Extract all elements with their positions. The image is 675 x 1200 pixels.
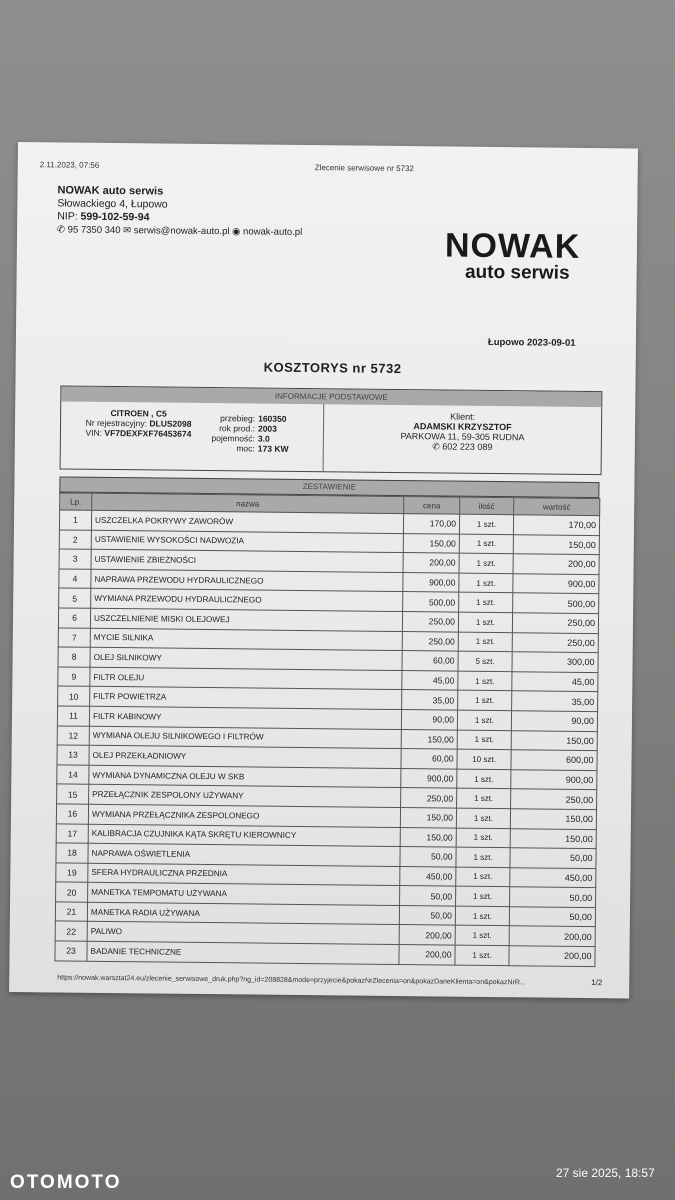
row-value: 200,00 (509, 946, 595, 966)
row-qty: 1 szt. (455, 945, 509, 965)
logo-line-1: NOWAK (444, 226, 581, 266)
row-price: 900,00 (401, 768, 457, 788)
nip-label: NIP: (57, 210, 78, 223)
row-name: USTAWIENIE ZBIEŻNOŚCI (91, 549, 403, 572)
company-info (57, 184, 303, 239)
company-name: NOWAK auto serwis (57, 184, 164, 198)
row-price: 250,00 (401, 788, 457, 808)
spec-capacity: pojemność: 3.0 (211, 433, 270, 444)
row-qty: 1 szt. (457, 710, 511, 730)
row-name: NAPRAWA OŚWIETLENIA (88, 843, 400, 866)
document-title: KOSZTORYS nr 5732 (263, 359, 402, 377)
company-address: Słowackiego 4, Łupowo (57, 197, 168, 211)
print-title: Zlecenie serwisowe nr 5732 (314, 163, 414, 174)
row-name: USZCZELKA POKRYWY ZAWORÓW (91, 510, 403, 533)
row-lp: 12 (57, 725, 89, 745)
row-price: 500,00 (403, 592, 459, 612)
row-name: OLEJ SILNIKOWY (90, 647, 402, 670)
row-qty: 1 szt. (458, 612, 512, 632)
spec-mileage: przebieg: 160350 (220, 413, 287, 424)
photo-timestamp: 27 sie 2025, 18:57 (556, 1166, 655, 1180)
row-lp: 4 (59, 569, 91, 589)
row-price: 250,00 (402, 631, 458, 651)
row-qty: 1 szt. (456, 808, 510, 828)
row-lp: 3 (59, 549, 91, 569)
row-price: 150,00 (400, 807, 456, 827)
row-lp: 17 (56, 823, 88, 843)
row-price: 150,00 (400, 827, 456, 847)
row-qty: 5 szt. (458, 651, 512, 671)
row-lp: 23 (55, 941, 87, 961)
row-lp: 9 (58, 667, 90, 687)
col-qty: ilość (460, 497, 514, 515)
row-price: 900,00 (403, 572, 459, 592)
row-lp: 6 (58, 608, 90, 628)
row-name: PALIWO (87, 922, 399, 945)
row-qty: 1 szt. (456, 886, 510, 906)
client-phone: 602 223 089 (442, 441, 493, 452)
row-qty: 1 szt. (457, 788, 511, 808)
row-name: USTAWIENIE WYSOKOŚCI NADWOZIA (91, 530, 403, 553)
row-qty: 1 szt. (455, 926, 509, 946)
vehicle-specs (203, 413, 321, 454)
row-name: OLEJ PRZEKŁADNIOWY (89, 745, 401, 768)
row-price: 200,00 (399, 925, 455, 945)
basic-info-header: INFORMACJE PODSTAWOWE (61, 386, 601, 407)
row-price: 35,00 (402, 690, 458, 710)
row-price: 50,00 (400, 886, 456, 906)
page-number: 1/2 (591, 978, 603, 988)
row-value: 50,00 (510, 887, 596, 907)
row-name: USZCZELNIENIE MISKI OLEJOWEJ (90, 608, 402, 631)
row-name: WYMIANA OLEJU SILNIKOWEGO I FILTRÓW (89, 726, 401, 749)
row-lp: 21 (55, 902, 87, 922)
col-lp: Lp. (60, 493, 92, 510)
row-price: 170,00 (403, 514, 459, 534)
row-qty: 1 szt. (456, 847, 510, 867)
row-lp: 19 (56, 863, 88, 883)
spec-power: moc: 173 KW (236, 443, 289, 454)
row-price: 50,00 (399, 905, 455, 925)
spec-year: rok prod.: 2003 (219, 423, 277, 434)
logo-line-2: auto serwis (464, 261, 570, 284)
row-lp: 8 (58, 647, 90, 667)
row-value: 500,00 (513, 593, 599, 613)
row-value: 150,00 (510, 809, 596, 829)
col-name: nazwa (92, 493, 404, 513)
row-value: 200,00 (509, 926, 595, 946)
print-datetime: 2.11.2023, 07:56 (39, 160, 100, 170)
row-value: 900,00 (511, 769, 597, 789)
row-value: 150,00 (510, 828, 596, 848)
row-lp: 20 (56, 882, 88, 902)
row-price: 250,00 (402, 612, 458, 632)
row-lp: 7 (58, 628, 90, 648)
client-phone-row (324, 440, 601, 454)
company-contact (57, 223, 302, 239)
phone-icon: ✆ (432, 441, 440, 452)
place-date: Łupowo 2023-09-01 (487, 336, 576, 349)
row-lp: 10 (58, 686, 90, 706)
row-value: 150,00 (511, 730, 597, 750)
row-price: 60,00 (401, 749, 457, 769)
email-icon: ✉ (123, 225, 132, 237)
col-value: wartość (514, 498, 600, 516)
row-name: SFERA HYDRAULICZNA PRZEDNIA (88, 863, 400, 886)
document-sheet (9, 142, 638, 998)
summary-section (54, 476, 599, 966)
row-lp: 16 (56, 804, 88, 824)
vehicle-identity (76, 408, 201, 439)
row-qty: 1 szt. (458, 671, 512, 691)
row-qty: 1 szt. (458, 632, 512, 652)
row-value: 200,00 (513, 554, 599, 574)
row-value: 250,00 (512, 613, 598, 633)
row-name: MANETKA RADIA UŻYWANA (87, 902, 399, 925)
cost-table (54, 492, 600, 966)
row-value: 900,00 (513, 573, 599, 593)
row-name: PRZEŁĄCZNIK ZESPOLONY UŻYWANY (89, 785, 401, 808)
row-value: 90,00 (511, 711, 597, 731)
row-qty: 1 szt. (459, 573, 513, 593)
client-address: PARKOWA 11, 59-305 RUDNA (400, 431, 525, 443)
row-price: 200,00 (399, 945, 455, 965)
row-qty: 1 szt. (458, 690, 512, 710)
print-header (40, 160, 616, 175)
row-qty: 1 szt. (457, 730, 511, 750)
row-name: MANETKA TEMPOMATU UŻYWANA (88, 883, 400, 906)
row-lp: 11 (57, 706, 89, 726)
row-name: WYMIANA DYNAMICZNA OLEJU W SKB (89, 765, 401, 788)
row-lp: 22 (55, 921, 87, 941)
row-lp: 18 (56, 843, 88, 863)
client-name: ADAMSKI KRZYSZTOF (413, 421, 512, 433)
row-value: 250,00 (512, 632, 598, 652)
row-value: 250,00 (511, 789, 597, 809)
client-info (324, 404, 602, 474)
company-email: serwis@nowak-auto.pl (133, 225, 230, 238)
vehicle-info (61, 401, 325, 471)
row-value: 50,00 (509, 907, 595, 927)
col-price: cena (404, 497, 460, 515)
row-value: 45,00 (512, 671, 598, 691)
row-qty: 1 szt. (456, 867, 510, 887)
row-qty: 1 szt. (459, 514, 513, 534)
basic-info-box (60, 385, 603, 475)
globe-icon: ◉ (232, 226, 241, 238)
client-label: Klient: (450, 411, 476, 422)
row-name: NAPRAWA PRZEWODU HYDRAULICZNEGO (91, 569, 403, 592)
row-value: 450,00 (510, 867, 596, 887)
company-logo (445, 228, 581, 283)
row-lp: 1 (59, 510, 91, 530)
row-value: 170,00 (513, 515, 599, 535)
row-qty: 1 szt. (459, 534, 513, 554)
row-qty: 10 szt. (457, 749, 511, 769)
row-name: WYMIANA PRZEWODU HYDRAULICZNEGO (91, 589, 403, 612)
row-name: MYCIE SILNIKA (90, 628, 402, 651)
row-price: 150,00 (401, 729, 457, 749)
company-phone: 95 7350 340 (67, 224, 121, 237)
row-name: FILTR POWIETRZA (90, 687, 402, 710)
row-price: 50,00 (400, 847, 456, 867)
row-name: BADANIE TECHNICZNE (87, 941, 399, 964)
registration: Nr rejestracyjny: DLUS2098 (85, 417, 192, 429)
print-url: https://nowak.warsztat24.eu/zlecenie_serwisowe_druk.php?ng_id=208828&mode=przyjecie&pokazNrZlecenia=on&pokazDaneKlienta=on&pokazNrR... (57, 974, 526, 987)
row-lp: 15 (57, 784, 89, 804)
row-lp: 13 (57, 745, 89, 765)
row-value: 35,00 (512, 691, 598, 711)
summary-header: ZESTAWIENIE (59, 476, 599, 498)
nip-value: 599-102-59-94 (80, 210, 150, 224)
row-name: FILTR OLEJU (90, 667, 402, 690)
row-price: 200,00 (403, 553, 459, 573)
row-lp: 5 (59, 588, 91, 608)
row-lp: 2 (59, 530, 91, 550)
row-price: 150,00 (403, 533, 459, 553)
row-value: 50,00 (510, 848, 596, 868)
company-web: nowak-auto.pl (243, 226, 303, 238)
vin: VIN: VF7DEXFXF76453674 (85, 427, 192, 439)
row-price: 45,00 (402, 670, 458, 690)
row-qty: 1 szt. (457, 769, 511, 789)
row-value: 150,00 (513, 534, 599, 554)
row-name: FILTR KABINOWY (89, 706, 401, 729)
row-lp: 14 (57, 765, 89, 785)
row-name: WYMIANA PRZEŁĄCZNIKA ZESPOLONEGO (88, 804, 400, 827)
otomoto-watermark: OTOMOTO (10, 1172, 122, 1193)
phone-icon: ✆ (57, 224, 66, 236)
row-price: 90,00 (401, 709, 457, 729)
row-name: KALIBRACJA CZUJNIKA KĄTA SKRĘTU KIEROWNICY (88, 824, 400, 847)
vehicle-model: CITROEN , C5 (110, 407, 167, 419)
row-value: 600,00 (511, 750, 597, 770)
row-qty: 1 szt. (456, 828, 510, 848)
row-qty: 1 szt. (459, 593, 513, 613)
row-price: 60,00 (402, 651, 458, 671)
row-value: 300,00 (512, 652, 598, 672)
row-qty: 1 szt. (459, 553, 513, 573)
row-qty: 1 szt. (455, 906, 509, 926)
row-price: 450,00 (400, 866, 456, 886)
